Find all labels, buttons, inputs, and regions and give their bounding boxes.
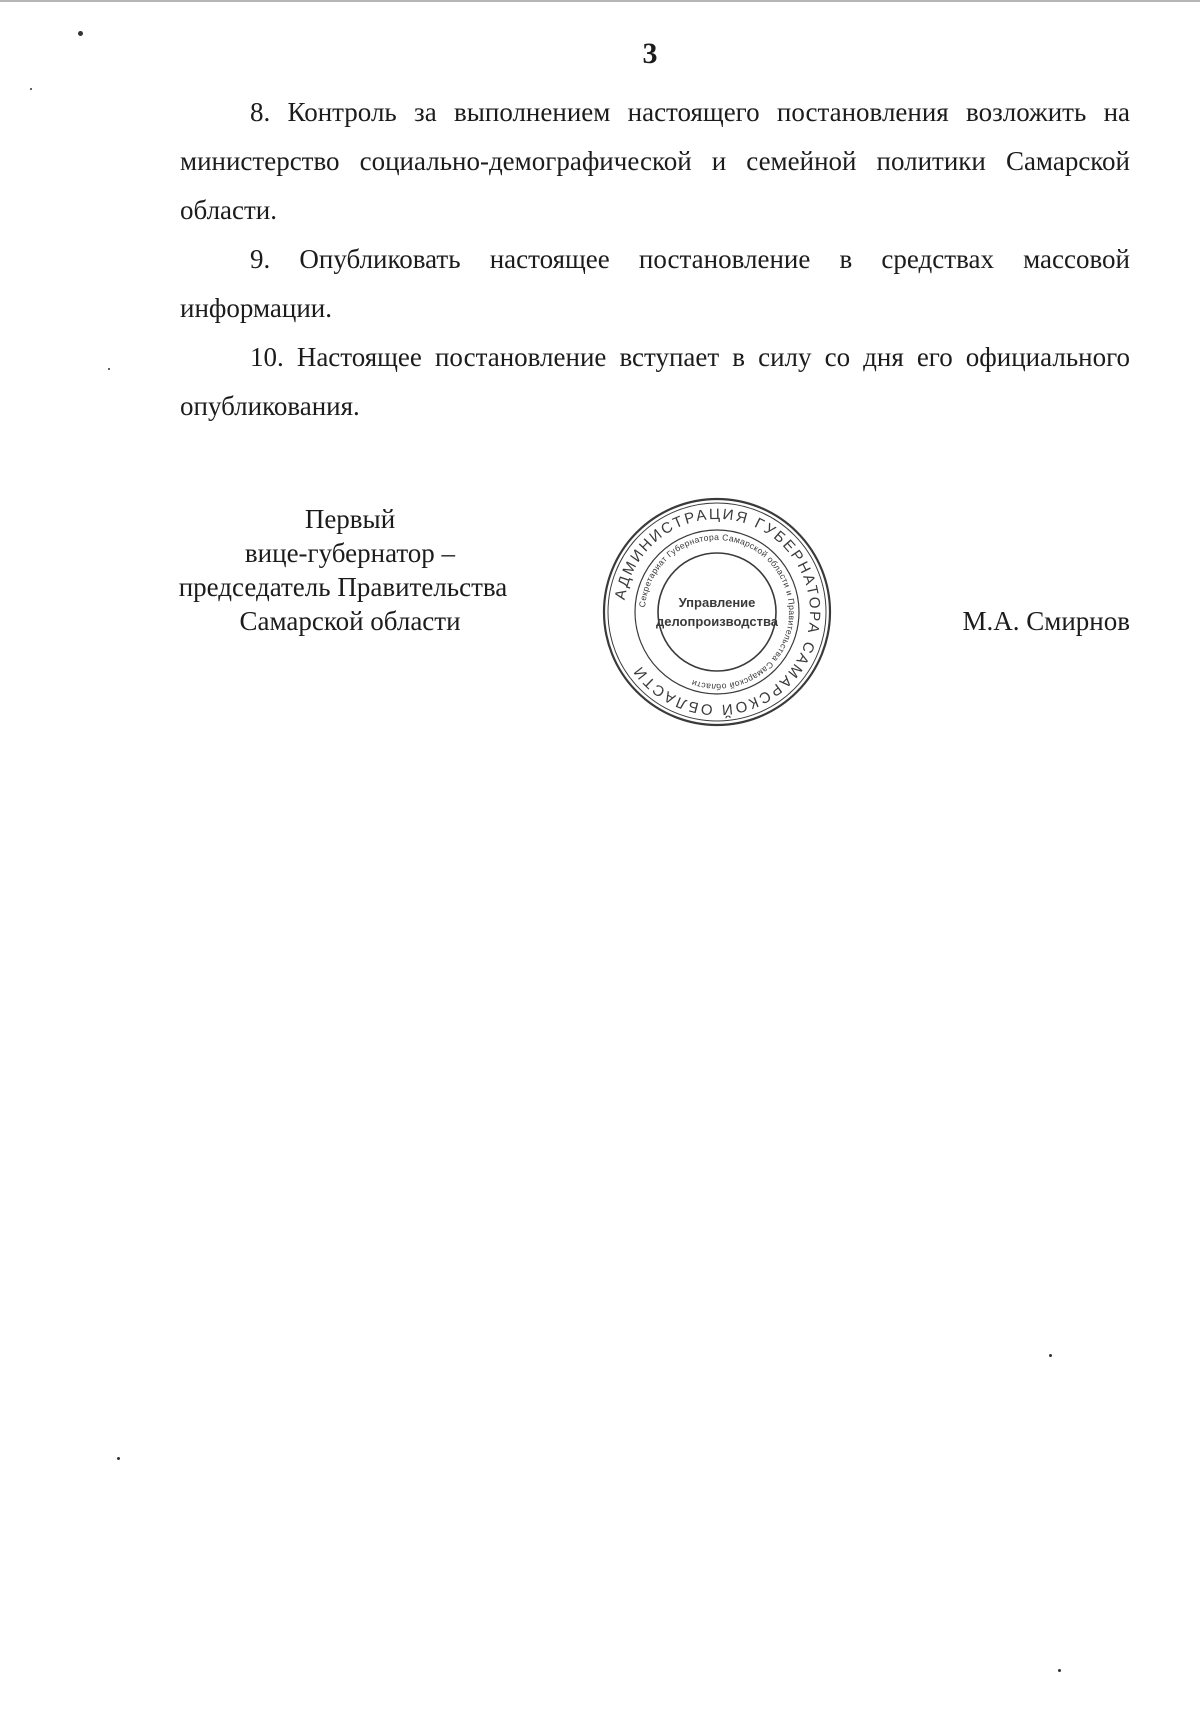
- signatory-position-line: Первый: [304, 504, 396, 534]
- seal-center-line: Управление: [678, 595, 756, 610]
- official-seal: [600, 495, 834, 729]
- scan-speck: [1049, 1354, 1052, 1357]
- seal-outer-text: АДМИНИСТРАЦИЯ ГУБЕРНАТОРА САМАРСКОЙ ОБЛАСТИ: [611, 505, 824, 719]
- signatory-position: [150, 502, 550, 638]
- scan-speck: [1058, 1669, 1061, 1672]
- signatory-name: М.А. Смирнов: [962, 606, 1130, 636]
- scan-top-edge: [0, 0, 1200, 2]
- scan-speck: [117, 1457, 120, 1460]
- paragraph-8: 8. Контроль за выполнением настоящего постановления возложить на министерство социально-демографической и семейной политики Самарской области.: [180, 97, 1130, 225]
- seal-middle-border: [635, 530, 799, 694]
- svg-text:Секретариат Губернатора Самарс: [637, 532, 797, 692]
- scan-speck: [78, 31, 83, 36]
- paragraph-10: 10. Настоящее постановление вступает в силу со дня его официального опубликования.: [180, 342, 1130, 421]
- signatory-position-line: вице-губернатор –: [244, 538, 456, 568]
- scan-speck: [30, 88, 32, 90]
- paragraph-9: 9. Опубликовать настоящее постановление в средствах массовой информации.: [180, 244, 1130, 323]
- signatory-position-line: Самарской области: [239, 606, 461, 636]
- scan-speck: [108, 368, 110, 370]
- document-body: [180, 88, 1130, 431]
- signatory-position-line: председатель Правительства: [178, 572, 508, 602]
- seal-center-line: делопроизводства: [655, 614, 779, 629]
- page-number: 3: [642, 37, 658, 70]
- seal-inner-text: Секретариат Губернатора Самарской области и Правительства Самарской области: [637, 531, 798, 693]
- seal-inner-border: [658, 553, 776, 671]
